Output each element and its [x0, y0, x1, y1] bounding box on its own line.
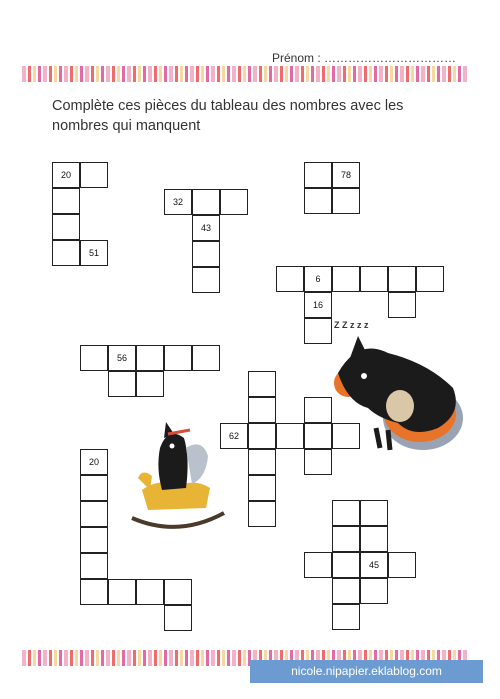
- given-number: 78: [340, 170, 351, 180]
- grid-cell[interactable]: [360, 526, 388, 552]
- grid-cell[interactable]: [332, 526, 360, 552]
- grid-cell: [52, 162, 80, 188]
- grid-cell[interactable]: [416, 266, 444, 292]
- grid-cell[interactable]: [248, 397, 276, 423]
- given-number: 16: [312, 300, 323, 310]
- grid-cell[interactable]: [52, 240, 80, 266]
- grid-cell: [80, 240, 108, 266]
- top-decorative-border: [22, 66, 468, 82]
- grid-cell[interactable]: [248, 423, 276, 449]
- given-number: 20: [60, 170, 71, 180]
- grid-cell[interactable]: [360, 266, 388, 292]
- grid-cell[interactable]: [248, 475, 276, 501]
- grid-cell: [360, 552, 388, 578]
- grid-cell[interactable]: [80, 527, 108, 553]
- grid-cell[interactable]: [248, 449, 276, 475]
- footer-url-banner: nicole.nipapier.eklablog.com: [250, 660, 483, 683]
- grid-cell[interactable]: [164, 605, 192, 631]
- grid-cell[interactable]: [192, 345, 220, 371]
- grid-cell[interactable]: [276, 423, 304, 449]
- grid-cell[interactable]: [136, 579, 164, 605]
- grid-cell[interactable]: [164, 579, 192, 605]
- grid-cell[interactable]: [332, 500, 360, 526]
- grid-cell[interactable]: [108, 579, 136, 605]
- grid-cell[interactable]: [80, 345, 108, 371]
- given-number: 20: [88, 457, 99, 467]
- grid-cell: [332, 162, 360, 188]
- grid-cell[interactable]: [332, 552, 360, 578]
- grid-cell[interactable]: [360, 500, 388, 526]
- grid-cell[interactable]: [52, 188, 80, 214]
- grid-cell[interactable]: [80, 553, 108, 579]
- grid-cell[interactable]: [220, 189, 248, 215]
- grid-cell: [304, 292, 332, 318]
- grid-cell[interactable]: [192, 189, 220, 215]
- wolf-rocking-horse-illustration: [128, 418, 228, 533]
- grid-cell[interactable]: [332, 604, 360, 630]
- grid-cell[interactable]: [248, 501, 276, 527]
- grid-cell[interactable]: [80, 501, 108, 527]
- grid-cell[interactable]: [332, 578, 360, 604]
- grid-cell[interactable]: [248, 371, 276, 397]
- grid-cell[interactable]: [80, 579, 108, 605]
- grid-cell[interactable]: [164, 345, 192, 371]
- grid-cell[interactable]: [52, 214, 80, 240]
- given-number: 51: [88, 248, 99, 258]
- first-name-line: Prénom : ……………………………: [272, 51, 457, 65]
- grid-cell[interactable]: [136, 345, 164, 371]
- grid-cell[interactable]: [192, 267, 220, 293]
- grid-cell[interactable]: [332, 188, 360, 214]
- given-number: 43: [200, 223, 211, 233]
- instruction-text: Complète ces pièces du tableau des nombres avec les nombres qui manquent: [52, 98, 404, 134]
- grid-cell[interactable]: [80, 162, 108, 188]
- given-number: 32: [172, 197, 183, 207]
- given-number: 62: [228, 431, 239, 441]
- given-number: 56: [116, 353, 127, 363]
- grid-cell[interactable]: [388, 552, 416, 578]
- grid-cell[interactable]: [360, 578, 388, 604]
- grid-cell: [192, 215, 220, 241]
- grid-cell[interactable]: [304, 188, 332, 214]
- grid-cell[interactable]: [304, 552, 332, 578]
- grid-cell: [108, 345, 136, 371]
- grid-cell[interactable]: [388, 292, 416, 318]
- sleep-z-text: Z Z z z z: [334, 320, 369, 330]
- given-number: 45: [368, 560, 379, 570]
- grid-cell[interactable]: [136, 371, 164, 397]
- grid-cell[interactable]: [388, 266, 416, 292]
- given-number: 6: [315, 274, 321, 284]
- grid-cell[interactable]: [80, 475, 108, 501]
- grid-cell[interactable]: [276, 266, 304, 292]
- grid-cell[interactable]: [108, 371, 136, 397]
- sleeping-wolf-illustration: [328, 318, 468, 458]
- grid-cell[interactable]: [304, 162, 332, 188]
- grid-cell[interactable]: [192, 241, 220, 267]
- grid-cell: [164, 189, 192, 215]
- grid-cell: [80, 449, 108, 475]
- grid-cell[interactable]: [332, 266, 360, 292]
- grid-cell: [304, 266, 332, 292]
